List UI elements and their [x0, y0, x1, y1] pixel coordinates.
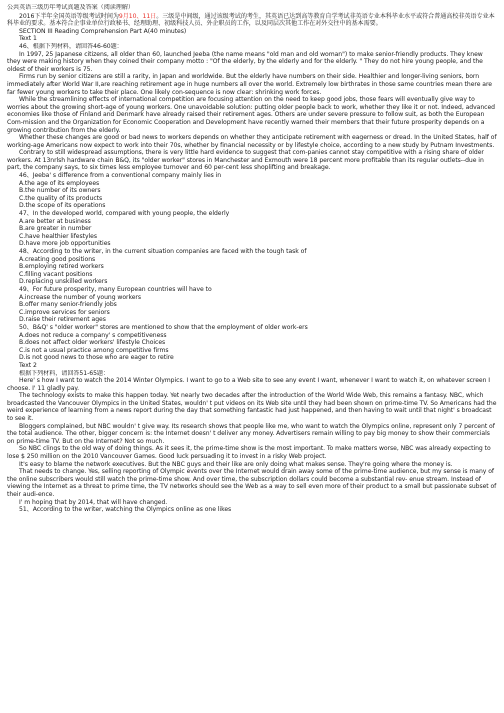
option: D.have more job opportunities: [19, 240, 111, 248]
intro-text-after: 。三级是中间级，通过该级考试的考生，其英语已达到高等教育自学考试非英语专业本科毕业水平或符合普通高校非英语专业本科毕业的要求。基本符合企事业单位行政秘书、经理助理、初级科技人员、外企职员的工作，以及同层次其他工作在对外交往中的基本需要。: [7, 12, 495, 28]
option: C.have healthier lifestyles: [19, 232, 97, 240]
text1-paragraph: While the streamlining effects of international competition are focusing attention on the need to keep good jobs, those fears will eventually give way to worries about the growing short-age of young workers. One unavoidable solution: putting older people back to work, whether they like it or not. Indeed, advanced economies like those of Finland and Denmark have already raised their retirement ages. Others are under severe pressure to follow suit, as both the European Com-mission and the Organization for Economic Cooperation and Development have recently warned their members that their future prosperity depends on a growing contribution from the elderly.: [7, 96, 495, 134]
option: D.is not good news to those who are eager to retire: [19, 354, 174, 362]
option: D.replacing unskilled workers: [19, 278, 108, 286]
question-48: 48、According to the writer, in the current situation companies are faced with the tough task of: [19, 248, 307, 255]
option: C.is not a usual practice among competitive firms: [19, 346, 169, 354]
text2-paragraph: I' m hoping that by 2014, that will have changed.: [19, 498, 168, 506]
option: A.the age of its employees: [19, 179, 100, 187]
section-heading: SECTION III Reading Comprehension Part A(40 minutes): [19, 27, 187, 35]
text2-paragraph: So NBC clings to the old way of doing things. As it sees it, the prime-time show is the most important. To make matters worse, NBC was already expecting to lose $ 250 million on the 2010 Vancouver Games. Good luck persuading it to invest in a risky Web project.: [7, 445, 491, 461]
intro-text-before: 2016下半年全国英语等级考试时间为: [19, 12, 119, 20]
text2-paragraph: Here' s how I want to watch the 2014 Winter Olympics. I want to go to a Web site to see any event I want, whenever I want to watch it, on whatever screen I choose. I' 11 gladly pay.: [7, 377, 491, 392]
text2-paragraph: Bloggers complained, but NBC wouldn' t give way. Its research shows that people like me, who want to watch the Olympics online, represent only 7 percent of the total audience. The other, bigger concern is: the Internet doesn' t deliver any money. Advertisers remain willing to pay big money to show their commercials on prime-time TV. But on the Internet? Not so much.: [7, 422, 495, 445]
question-51: 51、According to the writer, watching the Olympics online as one likes: [19, 506, 232, 514]
option: D.raise their retirement ages: [19, 316, 106, 324]
question-50: 50、B&Q' s "older worker" stores are mentioned to show that the employment of older work-ers: [19, 323, 308, 331]
option: A.increase the number of young workers: [19, 293, 142, 301]
option: D.the scope of its operations: [19, 202, 106, 210]
text2-label: Text 2: [19, 361, 37, 369]
option: B.does not affect older workers' lifestyle Choices: [19, 339, 166, 347]
text1-paragraph: Whether these changes are good or bad news to workers depends on whether they anticipate retirement with eagerness or dread. In the United States, half of working-age Americans now expect to work into their 70s, whether by financial necessity or by lifestyle choice, according to a new study by Putnam Investments.: [7, 134, 497, 149]
question-49: 49、For future prosperity, many European countries will have to: [19, 285, 212, 293]
option: A.does not reduce a company' s competitiveness: [19, 331, 167, 339]
text1-paragraph: Firms run by senior citizens are still a rarity, in Japan and worldwide. But the elderly have numbers on their side. Healthier and longer-living seniors, born immediately after World War II,are reaching retirement age in huge numbers all over the world. Extremely low birthrates in those same countries mean there are far fewer young workers to take their place. One likely con-sequence is now clear: shrinking work forces.: [7, 73, 493, 96]
text1-paragraph: In 1997, 25 Japanese citizens, all older than 60, launched Jeeba (the name means "old man and old woman") to make senior-friendly products. They knew they were making history when they coined their company motto : "Of the elderly, by the elderly and for the elderly. " They do not hire young people, and the oldest of their workers is 75.: [7, 50, 483, 73]
document-title: 公共英语三级历年考试真题及答案（阅读理解）: [7, 4, 134, 11]
question-46: 46、Jeeba' s difference from a conventional company mainly lies in: [19, 172, 222, 180]
text1-label: Text 1: [19, 35, 37, 43]
option: B.are greater in number: [19, 225, 92, 233]
intro-paragraph: [7, 13, 497, 28]
text2-paragraph: The technology exists to make this happen today. Yet nearly two decades after the introduction of the World Wide Web, this remains a fantasy. NBC, which broadcasted the Vancouver Olympics in the United States, wouldn' t put videos on its Web site until they had been shown on prime-time TV. So Americans had the weird experience of learning from a news report during the day that something fantastic had just happened, and then having to wait until that night' s broadcast to see it.: [7, 392, 497, 423]
exam-date-highlight: 9月10、11日: [118, 12, 157, 20]
option: B.employing retired workers: [19, 263, 104, 271]
question-47: 47、In the developed world, compared with young people, the elderly: [19, 210, 230, 218]
option: A.creating good positions: [19, 255, 96, 263]
text2-paragraph: That needs to change. Yes, selling reporting of Olympic events over the Internet would drain away some of the prime-time audience, but my sense is many of the online subscribers would still watch the prime-time show. And over time, the subscription dollars could become a substantial rev- enue stream. Instead of viewing the Internet as a threat to prime time, the TV networks should see the Web as a way to sell even more of their product to a small but passionate subset of their audi-ence.: [7, 468, 497, 498]
text1-instruction: 46、根据下列材料，请回答46-60题：: [19, 42, 123, 50]
option: C.filling vacant positions: [19, 270, 93, 278]
option: C.improve services for seniors: [19, 308, 110, 316]
option: C.the quality of its products: [19, 194, 103, 202]
text2-paragraph: It's easy to blame the network executives. But the NBC guys and their like are only doing what makes sense. They're going where the money is.: [19, 460, 453, 468]
option: A.are better at business: [19, 217, 91, 225]
option: B.offer many senior-friendly jobs: [19, 301, 117, 309]
option: B.the number of its owners: [19, 187, 101, 195]
text2-instruction: 根据下列材料，请回答51-65题：: [19, 369, 109, 377]
text1-paragraph: Contrary to still widespread assumptions, there is very little hard evidence to suggest that com-panies cannot stay competitive with a rising share of older workers. At 13nrlsh hardware chain B&Q, its "older worker" stores in Manchester and Exmouth were 18 percent more profitable than its regular outlets--due in part, the company says, to six times less employee turnover and 60 per-cent less shoplifting and breakage.: [7, 149, 484, 172]
